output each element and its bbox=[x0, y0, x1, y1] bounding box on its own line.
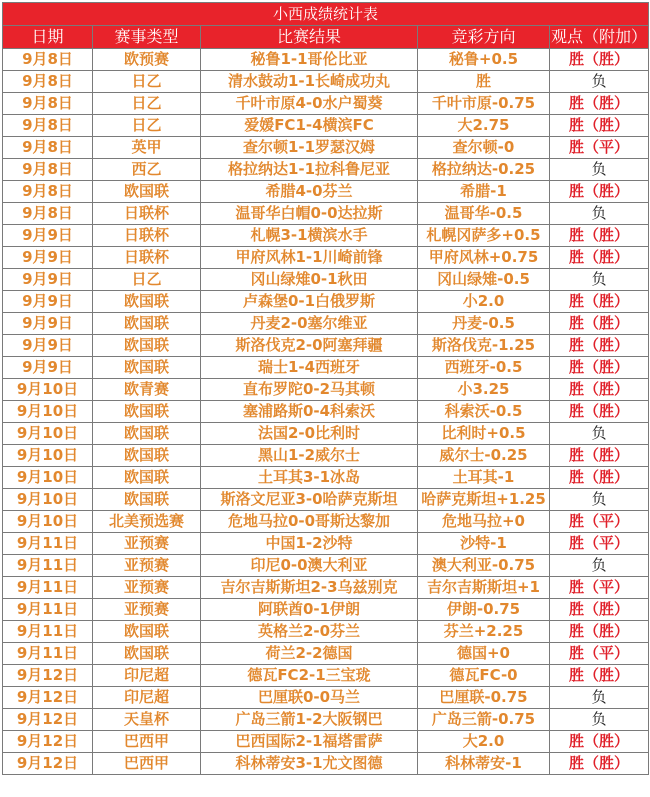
cell-league: 日乙 bbox=[93, 269, 201, 291]
cell-pick: 斯洛伐克-1.25 bbox=[418, 335, 550, 357]
cell-date: 9月12日 bbox=[3, 731, 93, 753]
cell-league: 欧国联 bbox=[93, 401, 201, 423]
cell-view: 胜（胜） bbox=[550, 621, 649, 643]
cell-pick: 澳大利亚-0.75 bbox=[418, 555, 550, 577]
cell-date: 9月8日 bbox=[3, 159, 93, 181]
cell-result: 格拉纳达1-1拉科鲁尼亚 bbox=[201, 159, 418, 181]
cell-result: 斯洛伐克2-0阿塞拜疆 bbox=[201, 335, 418, 357]
table-row bbox=[3, 357, 649, 379]
cell-date: 9月12日 bbox=[3, 687, 93, 709]
table-row bbox=[3, 379, 649, 401]
header-result: 比赛结果 bbox=[201, 26, 418, 49]
cell-pick: 千叶市原-0.75 bbox=[418, 93, 550, 115]
header-view: 观点（附加） bbox=[550, 26, 649, 49]
cell-league: 亚预赛 bbox=[93, 577, 201, 599]
cell-date: 9月9日 bbox=[3, 225, 93, 247]
header-pick: 竞彩方向 bbox=[418, 26, 550, 49]
cell-league: 欧国联 bbox=[93, 467, 201, 489]
cell-date: 9月8日 bbox=[3, 181, 93, 203]
cell-view: 胜（平） bbox=[550, 137, 649, 159]
cell-league: 欧国联 bbox=[93, 335, 201, 357]
cell-result: 科林蒂安3-1尤文图德 bbox=[201, 753, 418, 775]
cell-result: 塞浦路斯0-4科索沃 bbox=[201, 401, 418, 423]
cell-date: 9月10日 bbox=[3, 489, 93, 511]
cell-pick: 德瓦FC-0 bbox=[418, 665, 550, 687]
table-row bbox=[3, 247, 649, 269]
cell-date: 9月11日 bbox=[3, 577, 93, 599]
cell-pick: 危地马拉+0 bbox=[418, 511, 550, 533]
cell-pick: 大2.75 bbox=[418, 115, 550, 137]
cell-view: 胜（平） bbox=[550, 643, 649, 665]
table-title: 小西成绩统计表 bbox=[3, 3, 649, 26]
cell-result: 荷兰2-2德国 bbox=[201, 643, 418, 665]
cell-result: 印尼0-0澳大利亚 bbox=[201, 555, 418, 577]
cell-view: 负 bbox=[550, 203, 649, 225]
cell-result: 法国2-0比利时 bbox=[201, 423, 418, 445]
cell-date: 9月10日 bbox=[3, 511, 93, 533]
table-row bbox=[3, 665, 649, 687]
cell-result: 丹麦2-0塞尔维亚 bbox=[201, 313, 418, 335]
cell-view: 胜（胜） bbox=[550, 291, 649, 313]
cell-date: 9月9日 bbox=[3, 269, 93, 291]
cell-result: 卢森堡0-1白俄罗斯 bbox=[201, 291, 418, 313]
table-row bbox=[3, 533, 649, 555]
table-row bbox=[3, 555, 649, 577]
cell-view: 胜（胜） bbox=[550, 379, 649, 401]
cell-date: 9月9日 bbox=[3, 357, 93, 379]
cell-view: 负 bbox=[550, 269, 649, 291]
cell-view: 胜（胜） bbox=[550, 401, 649, 423]
cell-league: 欧国联 bbox=[93, 621, 201, 643]
cell-date: 9月9日 bbox=[3, 247, 93, 269]
cell-pick: 冈山绿雉-0.5 bbox=[418, 269, 550, 291]
cell-league: 日联杯 bbox=[93, 225, 201, 247]
cell-pick: 查尔顿-0 bbox=[418, 137, 550, 159]
cell-league: 日联杯 bbox=[93, 203, 201, 225]
cell-league: 欧青赛 bbox=[93, 379, 201, 401]
cell-view: 负 bbox=[550, 687, 649, 709]
cell-league: 欧国联 bbox=[93, 643, 201, 665]
cell-result: 中国1-2沙特 bbox=[201, 533, 418, 555]
cell-view: 胜（平） bbox=[550, 511, 649, 533]
cell-pick: 札幌冈萨多+0.5 bbox=[418, 225, 550, 247]
cell-view: 负 bbox=[550, 423, 649, 445]
table-row bbox=[3, 71, 649, 93]
cell-league: 欧国联 bbox=[93, 423, 201, 445]
cell-date: 9月10日 bbox=[3, 445, 93, 467]
cell-league: 亚预赛 bbox=[93, 533, 201, 555]
table-row bbox=[3, 269, 649, 291]
cell-result: 阿联酋0-1伊朗 bbox=[201, 599, 418, 621]
cell-pick: 科索沃-0.5 bbox=[418, 401, 550, 423]
cell-date: 9月8日 bbox=[3, 71, 93, 93]
table-row bbox=[3, 467, 649, 489]
cell-league: 天皇杯 bbox=[93, 709, 201, 731]
cell-league: 欧国联 bbox=[93, 291, 201, 313]
table-row bbox=[3, 621, 649, 643]
table-header-row bbox=[3, 26, 649, 49]
stats-sheet bbox=[2, 2, 648, 775]
cell-pick: 威尔士-0.25 bbox=[418, 445, 550, 467]
table-row bbox=[3, 159, 649, 181]
cell-league: 日乙 bbox=[93, 93, 201, 115]
cell-result: 危地马拉0-0哥斯达黎加 bbox=[201, 511, 418, 533]
cell-result: 直布罗陀0-2马其顿 bbox=[201, 379, 418, 401]
cell-view: 胜（胜） bbox=[550, 467, 649, 489]
cell-date: 9月12日 bbox=[3, 753, 93, 775]
cell-pick: 希腊-1 bbox=[418, 181, 550, 203]
cell-view: 胜（胜） bbox=[550, 731, 649, 753]
cell-league: 英甲 bbox=[93, 137, 201, 159]
cell-pick: 伊朗-0.75 bbox=[418, 599, 550, 621]
cell-result: 广岛三箭1-2大阪钢巴 bbox=[201, 709, 418, 731]
cell-view: 胜（胜） bbox=[550, 599, 649, 621]
cell-view: 胜（胜） bbox=[550, 313, 649, 335]
cell-view: 负 bbox=[550, 555, 649, 577]
cell-league: 欧国联 bbox=[93, 313, 201, 335]
cell-result: 黑山1-2威尔士 bbox=[201, 445, 418, 467]
cell-date: 9月11日 bbox=[3, 599, 93, 621]
cell-date: 9月10日 bbox=[3, 379, 93, 401]
results-table bbox=[2, 2, 649, 775]
cell-result: 斯洛文尼亚3-0哈萨克斯坦 bbox=[201, 489, 418, 511]
cell-league: 巴西甲 bbox=[93, 753, 201, 775]
cell-result: 希腊4-0芬兰 bbox=[201, 181, 418, 203]
cell-date: 9月11日 bbox=[3, 533, 93, 555]
cell-view: 胜（胜） bbox=[550, 49, 649, 71]
table-row bbox=[3, 335, 649, 357]
cell-view: 胜（胜） bbox=[550, 357, 649, 379]
table-row bbox=[3, 137, 649, 159]
cell-view: 胜（平） bbox=[550, 533, 649, 555]
table-row bbox=[3, 643, 649, 665]
cell-pick: 秘鲁+0.5 bbox=[418, 49, 550, 71]
cell-view: 胜（胜） bbox=[550, 335, 649, 357]
cell-league: 日乙 bbox=[93, 71, 201, 93]
cell-pick: 广岛三箭-0.75 bbox=[418, 709, 550, 731]
table-row bbox=[3, 489, 649, 511]
cell-view: 胜（胜） bbox=[550, 247, 649, 269]
table-row bbox=[3, 49, 649, 71]
table-row bbox=[3, 423, 649, 445]
cell-date: 9月8日 bbox=[3, 93, 93, 115]
cell-league: 印尼超 bbox=[93, 665, 201, 687]
cell-view: 胜（胜） bbox=[550, 115, 649, 137]
cell-result: 土耳其3-1冰岛 bbox=[201, 467, 418, 489]
cell-result: 英格兰2-0芬兰 bbox=[201, 621, 418, 643]
cell-league: 西乙 bbox=[93, 159, 201, 181]
table-row bbox=[3, 753, 649, 775]
cell-league: 亚预赛 bbox=[93, 599, 201, 621]
cell-pick: 沙特-1 bbox=[418, 533, 550, 555]
cell-pick: 巴厘联-0.75 bbox=[418, 687, 550, 709]
cell-league: 欧国联 bbox=[93, 445, 201, 467]
cell-view: 胜（胜） bbox=[550, 753, 649, 775]
cell-result: 清水鼓动1-1长崎成功丸 bbox=[201, 71, 418, 93]
cell-view: 负 bbox=[550, 159, 649, 181]
cell-league: 印尼超 bbox=[93, 687, 201, 709]
cell-pick: 温哥华-0.5 bbox=[418, 203, 550, 225]
cell-pick: 德国+0 bbox=[418, 643, 550, 665]
table-row bbox=[3, 511, 649, 533]
cell-pick: 吉尔吉斯斯坦+1 bbox=[418, 577, 550, 599]
cell-pick: 芬兰+2.25 bbox=[418, 621, 550, 643]
cell-result: 巴厘联0-0马兰 bbox=[201, 687, 418, 709]
cell-date: 9月10日 bbox=[3, 401, 93, 423]
table-row bbox=[3, 93, 649, 115]
cell-result: 冈山绿雉0-1秋田 bbox=[201, 269, 418, 291]
cell-league: 日联杯 bbox=[93, 247, 201, 269]
cell-pick: 格拉纳达-0.25 bbox=[418, 159, 550, 181]
cell-result: 爱媛FC1-4横滨FC bbox=[201, 115, 418, 137]
cell-result: 甲府风林1-1川崎前锋 bbox=[201, 247, 418, 269]
cell-result: 瑞士1-4西班牙 bbox=[201, 357, 418, 379]
cell-view: 胜（胜） bbox=[550, 665, 649, 687]
cell-date: 9月11日 bbox=[3, 643, 93, 665]
cell-date: 9月9日 bbox=[3, 313, 93, 335]
cell-pick: 胜 bbox=[418, 71, 550, 93]
cell-pick: 甲府风林+0.75 bbox=[418, 247, 550, 269]
table-row bbox=[3, 577, 649, 599]
table-row bbox=[3, 181, 649, 203]
table-title-row bbox=[3, 3, 649, 26]
cell-pick: 大2.0 bbox=[418, 731, 550, 753]
cell-result: 巴西国际2-1福塔雷萨 bbox=[201, 731, 418, 753]
cell-pick: 丹麦-0.5 bbox=[418, 313, 550, 335]
table-row bbox=[3, 401, 649, 423]
cell-date: 9月10日 bbox=[3, 423, 93, 445]
cell-pick: 西班牙-0.5 bbox=[418, 357, 550, 379]
cell-pick: 哈萨克斯坦+1.25 bbox=[418, 489, 550, 511]
cell-date: 9月11日 bbox=[3, 621, 93, 643]
header-league: 赛事类型 bbox=[93, 26, 201, 49]
cell-result: 查尔顿1-1罗瑟汉姆 bbox=[201, 137, 418, 159]
cell-league: 欧国联 bbox=[93, 357, 201, 379]
cell-result: 千叶市原4-0水户蜀葵 bbox=[201, 93, 418, 115]
cell-result: 札幌3-1横滨水手 bbox=[201, 225, 418, 247]
cell-league: 北美预选赛 bbox=[93, 511, 201, 533]
cell-view: 胜（胜） bbox=[550, 181, 649, 203]
cell-result: 德瓦FC2-1三宝珑 bbox=[201, 665, 418, 687]
cell-date: 9月9日 bbox=[3, 291, 93, 313]
cell-view: 胜（胜） bbox=[550, 445, 649, 467]
cell-league: 日乙 bbox=[93, 115, 201, 137]
cell-pick: 比利时+0.5 bbox=[418, 423, 550, 445]
table-row bbox=[3, 203, 649, 225]
cell-view: 胜（胜） bbox=[550, 93, 649, 115]
table-row bbox=[3, 709, 649, 731]
cell-date: 9月8日 bbox=[3, 137, 93, 159]
cell-date: 9月12日 bbox=[3, 709, 93, 731]
cell-view: 负 bbox=[550, 709, 649, 731]
table-row bbox=[3, 687, 649, 709]
cell-view: 负 bbox=[550, 71, 649, 93]
cell-date: 9月8日 bbox=[3, 115, 93, 137]
cell-date: 9月9日 bbox=[3, 335, 93, 357]
cell-league: 欧预赛 bbox=[93, 49, 201, 71]
table-row bbox=[3, 225, 649, 247]
cell-result: 秘鲁1-1哥伦比亚 bbox=[201, 49, 418, 71]
cell-pick: 小3.25 bbox=[418, 379, 550, 401]
table-row bbox=[3, 291, 649, 313]
cell-pick: 土耳其-1 bbox=[418, 467, 550, 489]
cell-league: 欧国联 bbox=[93, 489, 201, 511]
cell-result: 吉尔吉斯斯坦2-3乌兹别克 bbox=[201, 577, 418, 599]
cell-view: 负 bbox=[550, 489, 649, 511]
cell-date: 9月11日 bbox=[3, 555, 93, 577]
table-row bbox=[3, 115, 649, 137]
cell-pick: 科林蒂安-1 bbox=[418, 753, 550, 775]
table-row bbox=[3, 731, 649, 753]
table-row bbox=[3, 313, 649, 335]
cell-league: 欧国联 bbox=[93, 181, 201, 203]
cell-date: 9月12日 bbox=[3, 665, 93, 687]
cell-view: 胜（胜） bbox=[550, 225, 649, 247]
table-row bbox=[3, 599, 649, 621]
cell-date: 9月8日 bbox=[3, 49, 93, 71]
cell-pick: 小2.0 bbox=[418, 291, 550, 313]
cell-view: 胜（平） bbox=[550, 577, 649, 599]
cell-league: 巴西甲 bbox=[93, 731, 201, 753]
header-date: 日期 bbox=[3, 26, 93, 49]
table-row bbox=[3, 445, 649, 467]
cell-date: 9月10日 bbox=[3, 467, 93, 489]
cell-league: 亚预赛 bbox=[93, 555, 201, 577]
cell-result: 温哥华白帽0-0达拉斯 bbox=[201, 203, 418, 225]
cell-date: 9月8日 bbox=[3, 203, 93, 225]
